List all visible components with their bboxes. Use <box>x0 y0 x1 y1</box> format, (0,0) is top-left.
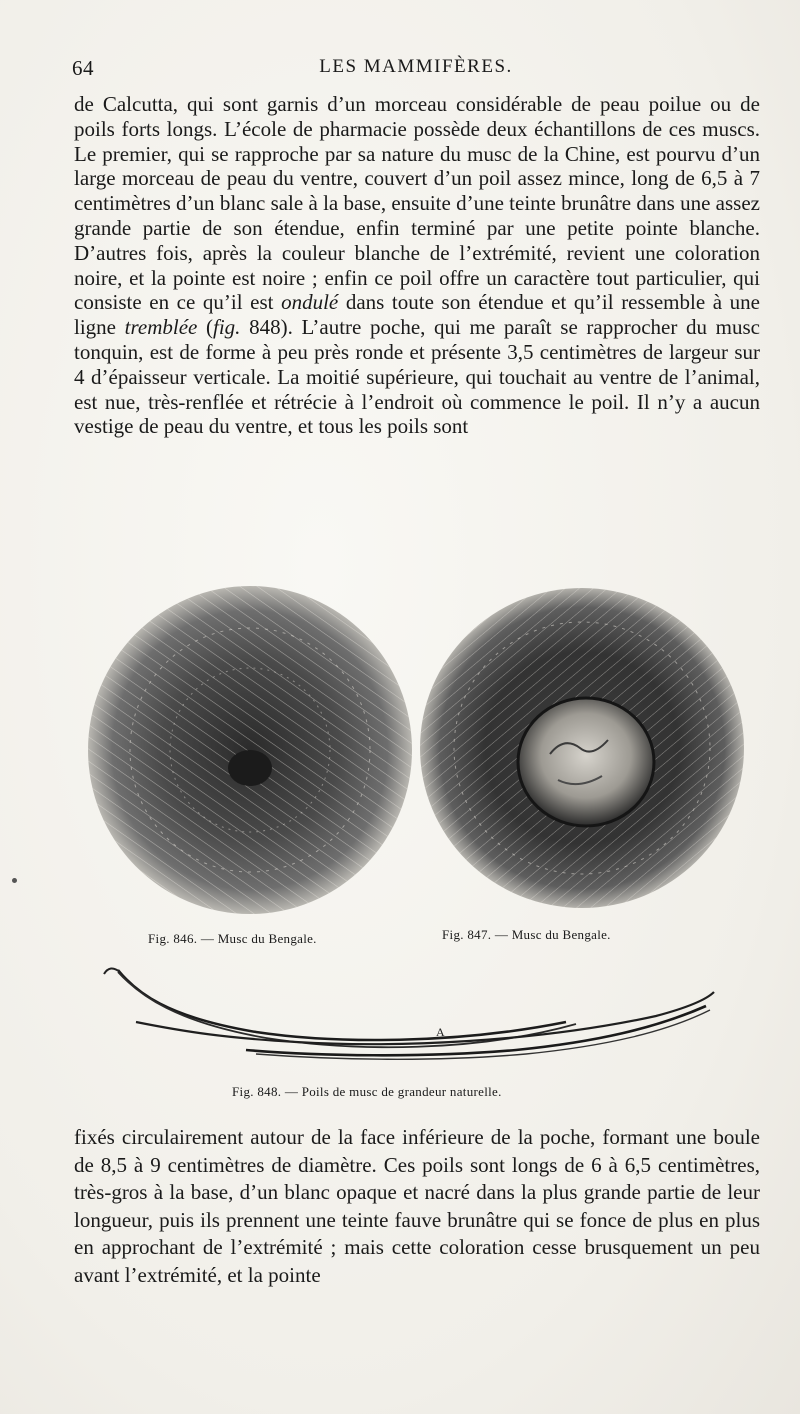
musk-hairs-drawing <box>96 962 716 1082</box>
fig-848-letter: A <box>436 1025 445 1039</box>
running-head: LES MAMMIFÈRES. <box>319 56 513 77</box>
body-text-top <box>74 92 760 439</box>
page-header <box>72 56 760 86</box>
fig-848-caption: Fig. 848. — Poils de musc de grandeur naturelle. <box>232 1084 502 1099</box>
fig-847-illustration <box>420 588 744 908</box>
italic-term: ondulé <box>281 290 339 315</box>
italic-term: tremblée <box>124 315 198 340</box>
fig-847-caption: Fig. 847. — Musc du Bengale. <box>442 927 611 942</box>
body-text-bottom <box>74 1124 760 1289</box>
paragraph: de Calcutta, qui sont garnis d’un morceau considérable de peau poilue ou de poils forts longs. L’école de pharmacie possède deux échantillons de ces muscs. Le premier, qui se rapproche par sa nature du musc de la Chine, est pourvu d’un large morceau de peau du ventre, couvert d’un poil assez mince, long de 6,5 à 7 centimètres d’un blanc sale à la base, ensuite d’une teinte brunâtre dans une assez grande partie de son étendue, enfin terminé par une petite pointe blanche. D’autres fois, après la couleur blanche de l’extrémité, revient une coloration noire, et la pointe est noire ; enfin ce poil offre un caractère tout particulier, qui consiste en ce qu’il est ondulé dans toute son étendue et qu’il ressemble à une ligne tremblée (fig. 848). L’autre poche, qui me paraît se rapprocher du musc tonquin, est de forme à peu près ronde et présente 3,5 centimètres de largeur sur 4 d’épaisseur verticale. La moitié supérieure, qui touchait au ventre de l’animal, est nue, très-renflée et rétrécie à l’endroit où commence le poil. Il n’y a aucun vestige de peau du ventre, et tous les poils sont <box>74 92 761 439</box>
paragraph: fixés circulairement autour de la face inférieure de la poche, formant une boule de 8,5 à 9 centimètres de diamètre. Ces poils sont longs de 6 à 6,5 centimètres, très-gros à la base, d’un blanc opaque et nacré dans la plus grande partie de leur longueur, puis ils prennent une teinte fauve brunâtre qui se fonce de plus en plus en approchant de l’extrémité ; mais cette coloration cesse brusquement un peu avant l’extrémité, et la pointe <box>74 1125 760 1287</box>
figures-846-847 <box>80 584 750 964</box>
fig-846-illustration <box>88 586 412 914</box>
fig-846-caption: Fig. 846. — Musc du Bengale. <box>148 931 317 946</box>
page-number: 64 <box>72 56 94 80</box>
italic-term: fig. <box>213 315 241 340</box>
musk-pod-illustrations <box>80 584 750 964</box>
fig-848-illustration <box>96 962 716 1082</box>
ink-speck <box>12 878 17 883</box>
